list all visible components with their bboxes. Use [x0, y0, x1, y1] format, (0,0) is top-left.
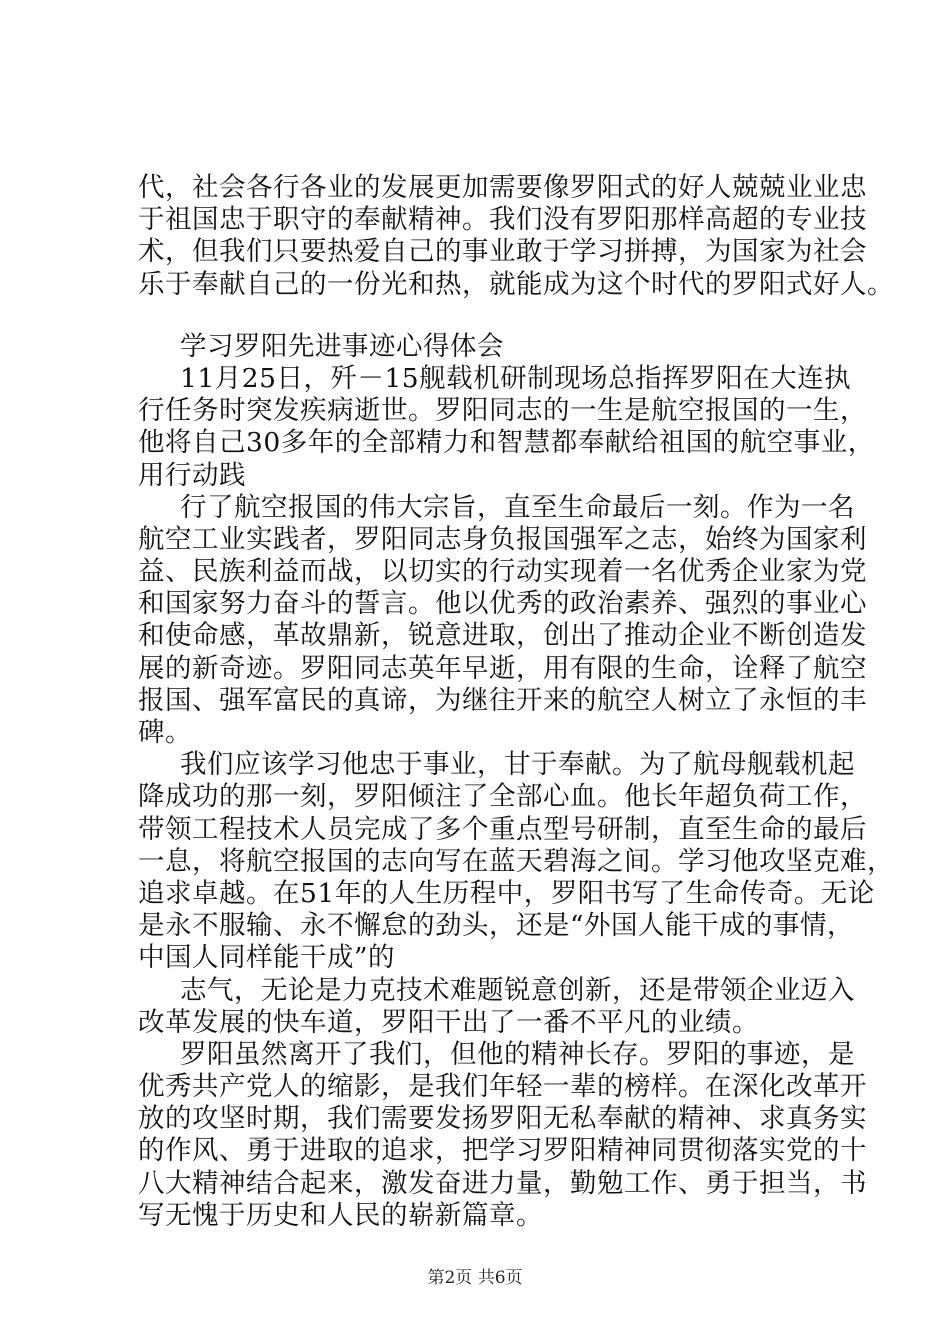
text-line: 航空工业实践者，罗阳同志身负报国强军之志，始终为国家利	[138, 523, 867, 555]
section-title: 学习罗阳先进事迹心得体会	[180, 330, 504, 362]
text-line: 行了航空报国的伟大宗旨，直至生命最后一刻。作为一名	[180, 491, 855, 523]
text-line: 益、民族利益而战，以切实的行动实现着一名优秀企业家为党	[138, 556, 867, 588]
text-line: 他将自己30多年的全部精力和智慧都奉献给祖国的航空事业，	[138, 427, 875, 459]
page-indicator: 第2页 共6页	[427, 1268, 523, 1288]
paragraph-2	[138, 491, 867, 750]
text-line: 行任务时突发疾病逝世。罗阳同志的一生是航空报国的一生，	[138, 395, 867, 427]
text-line: 改革发展的快车道，罗阳干出了一番不平凡的业绩。	[138, 1006, 759, 1038]
paragraph-1	[138, 362, 875, 492]
text-line: 追求卓越。在51年的人生历程中，罗阳书写了生命传奇。无论	[138, 877, 875, 909]
text-line: 放的攻坚时期，我们需要发扬罗阳无私奉献的精神、求真务实	[138, 1103, 867, 1135]
text-line: 代，社会各行各业的发展更加需要像罗阳式的好人兢兢业业忠	[138, 172, 867, 203]
text-line: 碑。	[138, 717, 192, 748]
text-line: 写无愧于历史和人民的崭新篇章。	[138, 1199, 543, 1231]
intro-paragraph	[138, 172, 894, 301]
text-line: 报国、强军富民的真谛，为继往开来的航空人树立了永恒的丰	[138, 684, 867, 716]
text-line: 11月25日，歼－15舰载机研制现场总指挥罗阳在大连执	[180, 362, 852, 394]
page-footer	[0, 1263, 950, 1288]
text-line: 的作风、勇于进取的追求，把学习罗阳精神同贯彻落实党的十	[138, 1135, 867, 1167]
text-line: 展的新奇迹。罗阳同志英年早逝，用有限的生命，诠释了航空	[138, 652, 867, 684]
text-line: 于祖国忠于职守的奉献精神。我们没有罗阳那样高超的专业技	[138, 204, 867, 236]
text-line: 志气，无论是力克技术难题锐意创新，还是带领企业迈入	[180, 974, 855, 1006]
text-line: 术，但我们只要热爱自己的事业敢于学习拼搏，为国家为社会	[138, 236, 867, 268]
paragraph-gap	[138, 301, 838, 331]
text-line: 用行动践	[138, 459, 246, 491]
text-line: 乐于奉献自己的一份光和热，就能成为这个时代的罗阳式好人。	[138, 268, 894, 300]
text-line: 中国人同样能干成”的	[138, 942, 396, 974]
text-line: 带领工程技术人员完成了多个重点型号研制，直至生命的最后	[138, 813, 867, 845]
text-line: 八大精神结合起来，激发奋进力量，勤勉工作、勇于担当，书	[138, 1167, 867, 1199]
text-line: 和国家努力奋斗的誓言。他以优秀的政治素养、强烈的事业心	[138, 588, 867, 620]
text-line: 优秀共产党人的缩影，是我们年轻一辈的榜样。在深化改革开	[138, 1071, 867, 1103]
text-line: 是永不服输、永不懈怠的劲头，还是“外国人能干成的事情，	[138, 910, 855, 942]
text-line: 一息，将航空报国的志向写在蓝天碧海之间。学习他攻坚克难，	[138, 845, 894, 877]
document-body	[138, 172, 894, 1232]
text-line: 降成功的那一刻，罗阳倾注了全部心血。他长年超负荷工作，	[138, 781, 867, 813]
text-line: 罗阳虽然离开了我们，但他的精神长存。罗阳的事迹，是	[180, 1038, 855, 1070]
paragraph-4	[138, 974, 855, 1039]
text-line: 我们应该学习他忠于事业，甘于奉献。为了航母舰载机起	[180, 749, 855, 781]
text-line: 和使命感，革故鼎新，锐意进取，创出了推动企业不断创造发	[138, 620, 867, 652]
paragraph-3	[138, 749, 894, 974]
paragraph-5	[138, 1038, 867, 1232]
